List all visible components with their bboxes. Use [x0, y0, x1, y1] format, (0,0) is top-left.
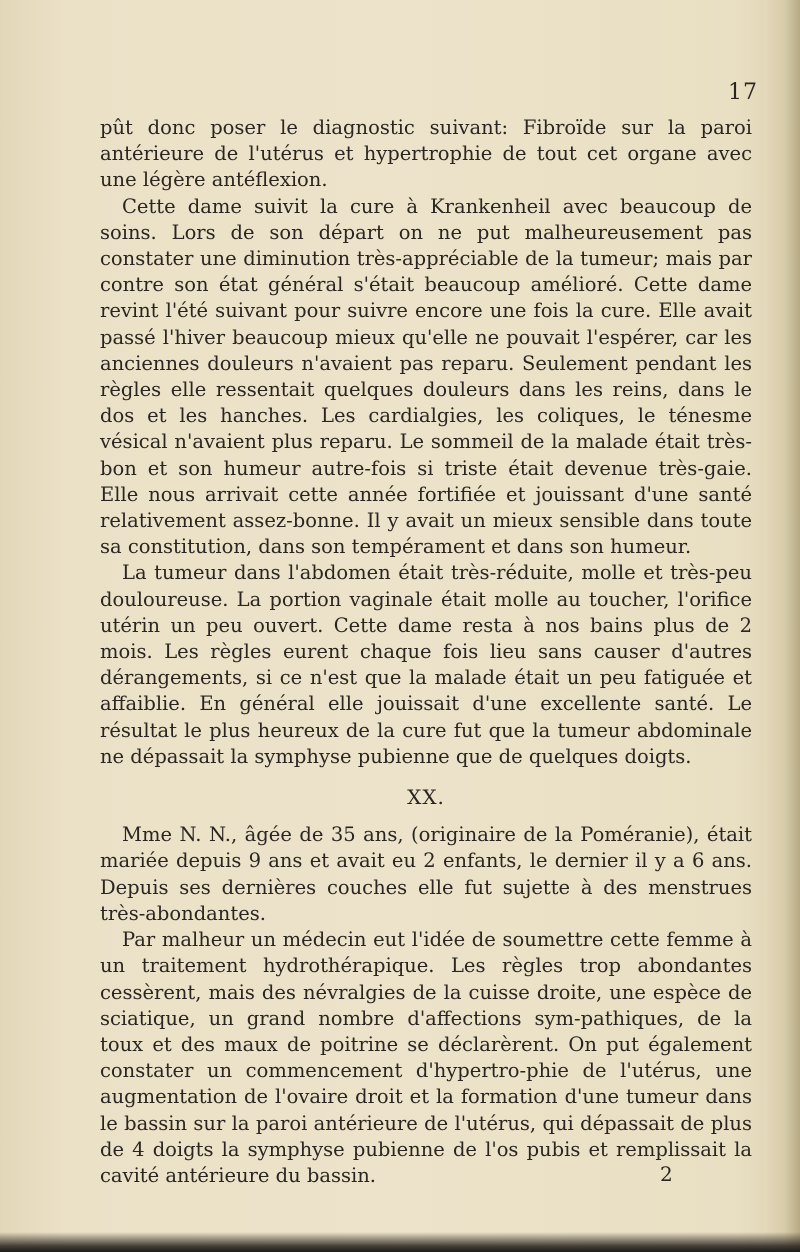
signature-mark: 2 — [660, 1162, 673, 1186]
paragraph-5: Par malheur un médecin eut l'idée de soumettre cette femme à un traitement hydrothérapique. Les règles trop abondantes cessèrent, mais des névralgies de la cuisse droite, une espèce de sciatique, un grand nombre d'affections sym-pathiques, de la toux et des maux de poitrine se déclarèrent. On put également constater un commencement d'hypertro-phie de l'utérus, une augmentation de l'ovaire droit et la formation d'une tumeur dans le bassin sur la paroi antérieure de l'utérus, qui dépassait de plus de 4 doigts la symphyse pubienne de l'os pubis et remplissait la cavité antérieure du bassin. — [100, 928, 752, 1187]
body-text — [100, 115, 752, 1189]
page-bottom-edge — [0, 1232, 800, 1252]
paragraph-1: pût donc poser le diagnostic suivant: Fibroïde sur la paroi antérieure de l'utérus et hypertrophie de tout cet organe avec une légère antéflexion. — [100, 116, 752, 192]
paragraph-3: La tumeur dans l'abdomen était très-réduite, molle et très-peu douloureuse. La portion vaginale était molle au toucher, l'orifice utérin un peu ouvert. Cette dame resta à nos bains plus de 2 mois. Les règles eurent chaque fois lieu sans causer d'autres dérangements, si ce n'est que la malade était un peu fatiguée et affaiblie. En général elle jouissait d'une excellente santé. Le résultat le plus heureux de la cure fut que la tumeur abdominale ne dépassait la symphyse pubienne que de quelques doigts. — [100, 561, 752, 768]
page-edge-shadow — [766, 0, 800, 1252]
paragraph-2: Cette dame suivit la cure à Krankenheil avec beaucoup de soins. Lors de son départ on ne put malheureusement pas constater une diminution très-appréciable de la tumeur; mais par contre son état général s'était beaucoup amélioré. Cette dame revint l'été suivant pour suivre encore une fois la cure. Elle avait passé l'hiver beaucoup mieux qu'elle ne pouvait l'espérer, car les anciennes douleurs n'avaient pas reparu. Seulement pendant les règles elle ressentait quelques douleurs dans les reins, dans le dos et les hanches. Les cardialgies, les coliques, le ténesme vésical n'avaient plus reparu. Le sommeil de la malade était très-bon et son humeur autre-fois si triste était devenue très-gaie. Elle nous arrivait cette année fortifiée et jouissant d'une santé relativement assez-bonne. Il y avait un mieux sensible dans toute sa constitution, dans son tempérament et dans son humeur. — [100, 194, 752, 559]
paragraph-4: Mme N. N., âgée de 35 ans, (originaire de la Poméranie), était mariée depuis 9 ans et avait eu 2 enfants, le dernier il y a 6 ans. Depuis ses dernières couches elle fut sujette à des menstrues très-abondantes. — [100, 823, 752, 925]
page-number: 17 — [728, 80, 758, 105]
section-heading: XX. — [407, 785, 445, 810]
